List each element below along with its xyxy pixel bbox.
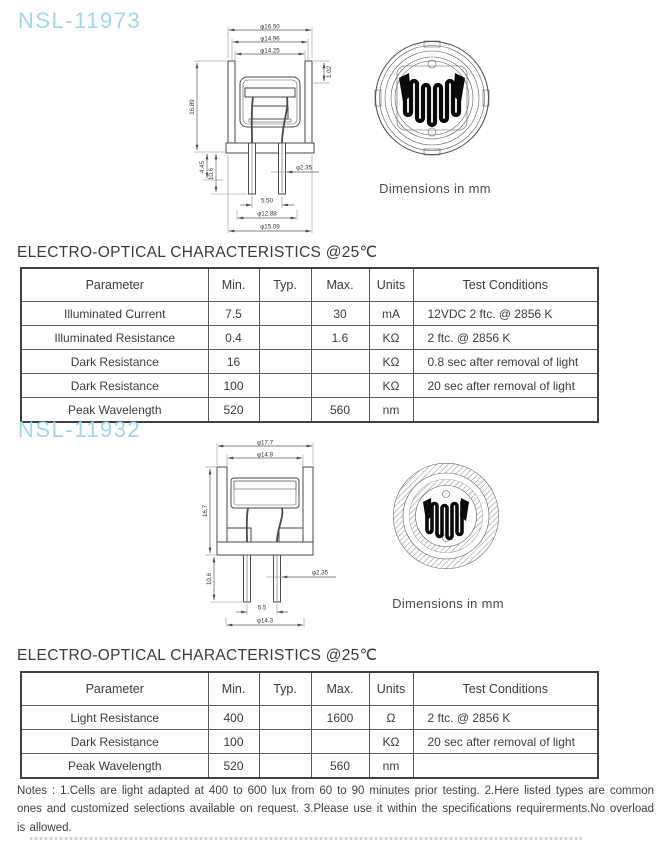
table-row: [21, 754, 598, 779]
table-cell: mA: [369, 302, 413, 326]
table-cell: 0.4: [208, 326, 259, 350]
table-cell: KΩ: [369, 350, 413, 374]
cross-section-drawing-1: [183, 22, 373, 238]
spec-table-1: [20, 267, 599, 423]
table-cell: Dark Resistance: [21, 374, 208, 398]
col-header-units: Units: [369, 672, 413, 706]
footer-speckle-bar: [30, 837, 582, 840]
housing-wall-left: [217, 467, 227, 542]
dimensions-note-1: Dimensions in mm: [379, 181, 491, 196]
notes-text: Notes : 1.Cells are light adapted at 400 to 600 lux from 60 to 90 minutes prior testing. 2.Here listed types are common ones and customized selections available on request. 3.Please use it within the specifications requirerments.No overload is allowed.: [17, 785, 654, 834]
table-cell: Peak Wavelength: [21, 398, 208, 423]
table-cell: 2 ftc. @ 2856 K: [413, 706, 598, 730]
table-cell: 0.8 sec after removal of light: [413, 350, 598, 374]
dim-label: φ17.7: [256, 439, 274, 447]
col-header-parameter: Parameter: [21, 672, 208, 706]
dim-label: 10.6: [206, 572, 213, 586]
table-cell: Ω: [369, 706, 413, 730]
table-cell: 520: [208, 754, 259, 779]
table-cell: Peak Wavelength: [21, 754, 208, 779]
col-header-parameter: Parameter: [21, 268, 208, 302]
table-cell: 16: [208, 350, 259, 374]
col-header-min: Min.: [208, 268, 259, 302]
housing-base: [226, 143, 314, 153]
dim-label: 10.6: [208, 167, 215, 181]
table-cell: 100: [208, 374, 259, 398]
col-header-typ: Typ.: [259, 672, 311, 706]
table-cell: 7.5: [208, 302, 259, 326]
dim-label: φ12.88: [257, 210, 277, 218]
model-title-1: NSL-11973: [18, 8, 142, 33]
dim-label: 4.45: [199, 160, 206, 174]
table-cell: nm: [369, 754, 413, 779]
table-cell: [413, 754, 598, 779]
table-cell: 520: [208, 398, 259, 423]
table-cell: 100: [208, 730, 259, 754]
dimensions-note-2: Dimensions in mm: [392, 596, 504, 611]
housing-base: [217, 542, 313, 555]
table-cell: [259, 326, 311, 350]
table-row: [21, 350, 598, 374]
dim-label: φ15.09: [260, 223, 280, 231]
dim-label: 16.7: [202, 504, 209, 518]
dim-label: 5.50: [260, 197, 274, 205]
table-row: [21, 374, 598, 398]
table-cell: Dark Resistance: [21, 350, 208, 374]
table-cell: [259, 730, 311, 754]
table-row: [21, 706, 598, 730]
table-row: [21, 730, 598, 754]
table-cell: [259, 754, 311, 779]
cross-section-drawing-2: [200, 438, 350, 650]
table-cell: [259, 350, 311, 374]
table-cell: 30: [311, 302, 369, 326]
table-cell: 20 sec after removal of light: [413, 374, 598, 398]
housing-wall-left: [228, 61, 235, 143]
cell-package-outer: [231, 478, 299, 508]
dim-label: φ2.35: [311, 569, 329, 577]
model-title-2: NSL-11932: [18, 417, 142, 442]
dim-label: φ2.35: [295, 164, 313, 172]
table-cell: [259, 398, 311, 423]
table-cell: 20 sec after removal of light: [413, 730, 598, 754]
dim-label: φ14.25: [260, 47, 280, 55]
housing-wall-right: [303, 467, 313, 542]
lead-wire-left: [247, 508, 248, 542]
table-cell: Illuminated Current: [21, 302, 208, 326]
table-cell: 12VDC 2 ftc. @ 2856 K: [413, 302, 598, 326]
col-header-test-conditions: Test Conditions: [413, 672, 598, 706]
table-cell: nm: [369, 398, 413, 423]
table-cell: KΩ: [369, 374, 413, 398]
spec-table-2: [20, 671, 599, 779]
dim-label: 5.5: [257, 604, 267, 612]
top-view-drawing-1: [372, 38, 492, 158]
table-cell: [259, 374, 311, 398]
table-header-row: [21, 672, 598, 706]
top-view-drawing-2: [390, 460, 502, 572]
col-header-units: Units: [369, 268, 413, 302]
table-cell: KΩ: [369, 326, 413, 350]
ceramic-disc-lower: [252, 106, 288, 119]
table-cell: 400: [208, 706, 259, 730]
table-cell: Light Resistance: [21, 706, 208, 730]
dim-label: φ14.96: [260, 35, 280, 43]
dim-label: φ14.8: [256, 451, 274, 459]
table-cell: 1600: [311, 706, 369, 730]
eo-heading-2: ELECTRO-OPTICAL CHARACTERISTICS @25℃: [17, 647, 378, 664]
outer-ring: [376, 42, 489, 155]
eo-heading-1: ELECTRO-OPTICAL CHARACTERISTICS @25℃: [17, 244, 378, 261]
table-cell: Dark Resistance: [21, 730, 208, 754]
table-cell: [259, 302, 311, 326]
table-cell: [413, 398, 598, 423]
dim-label: φ14.3: [256, 617, 274, 625]
dim-label: φ16.50: [260, 23, 280, 31]
housing-wall-right: [305, 61, 312, 143]
dim-label: 1.02: [326, 65, 333, 79]
dim-label: 16.89: [189, 99, 196, 115]
table-cell: Illuminated Resistance: [21, 326, 208, 350]
table-cell: 1.6: [311, 326, 369, 350]
table-cell: [311, 730, 369, 754]
table-cell: 560: [311, 754, 369, 779]
col-header-test-conditions: Test Conditions: [413, 268, 598, 302]
table-header-row: [21, 268, 598, 302]
table-row: [21, 326, 598, 350]
table-row: [21, 302, 598, 326]
col-header-max: Max.: [311, 672, 369, 706]
col-header-min: Min.: [208, 672, 259, 706]
ceramic-disc-upper: [245, 88, 295, 97]
col-header-max: Max.: [311, 268, 369, 302]
table-cell: 560: [311, 398, 369, 423]
table-cell: [259, 706, 311, 730]
table-cell: [311, 374, 369, 398]
table-cell: KΩ: [369, 730, 413, 754]
col-header-typ: Typ.: [259, 268, 311, 302]
table-cell: [311, 350, 369, 374]
table-cell: 2 ftc. @ 2856 K: [413, 326, 598, 350]
base-shoulder-right: [279, 528, 303, 542]
